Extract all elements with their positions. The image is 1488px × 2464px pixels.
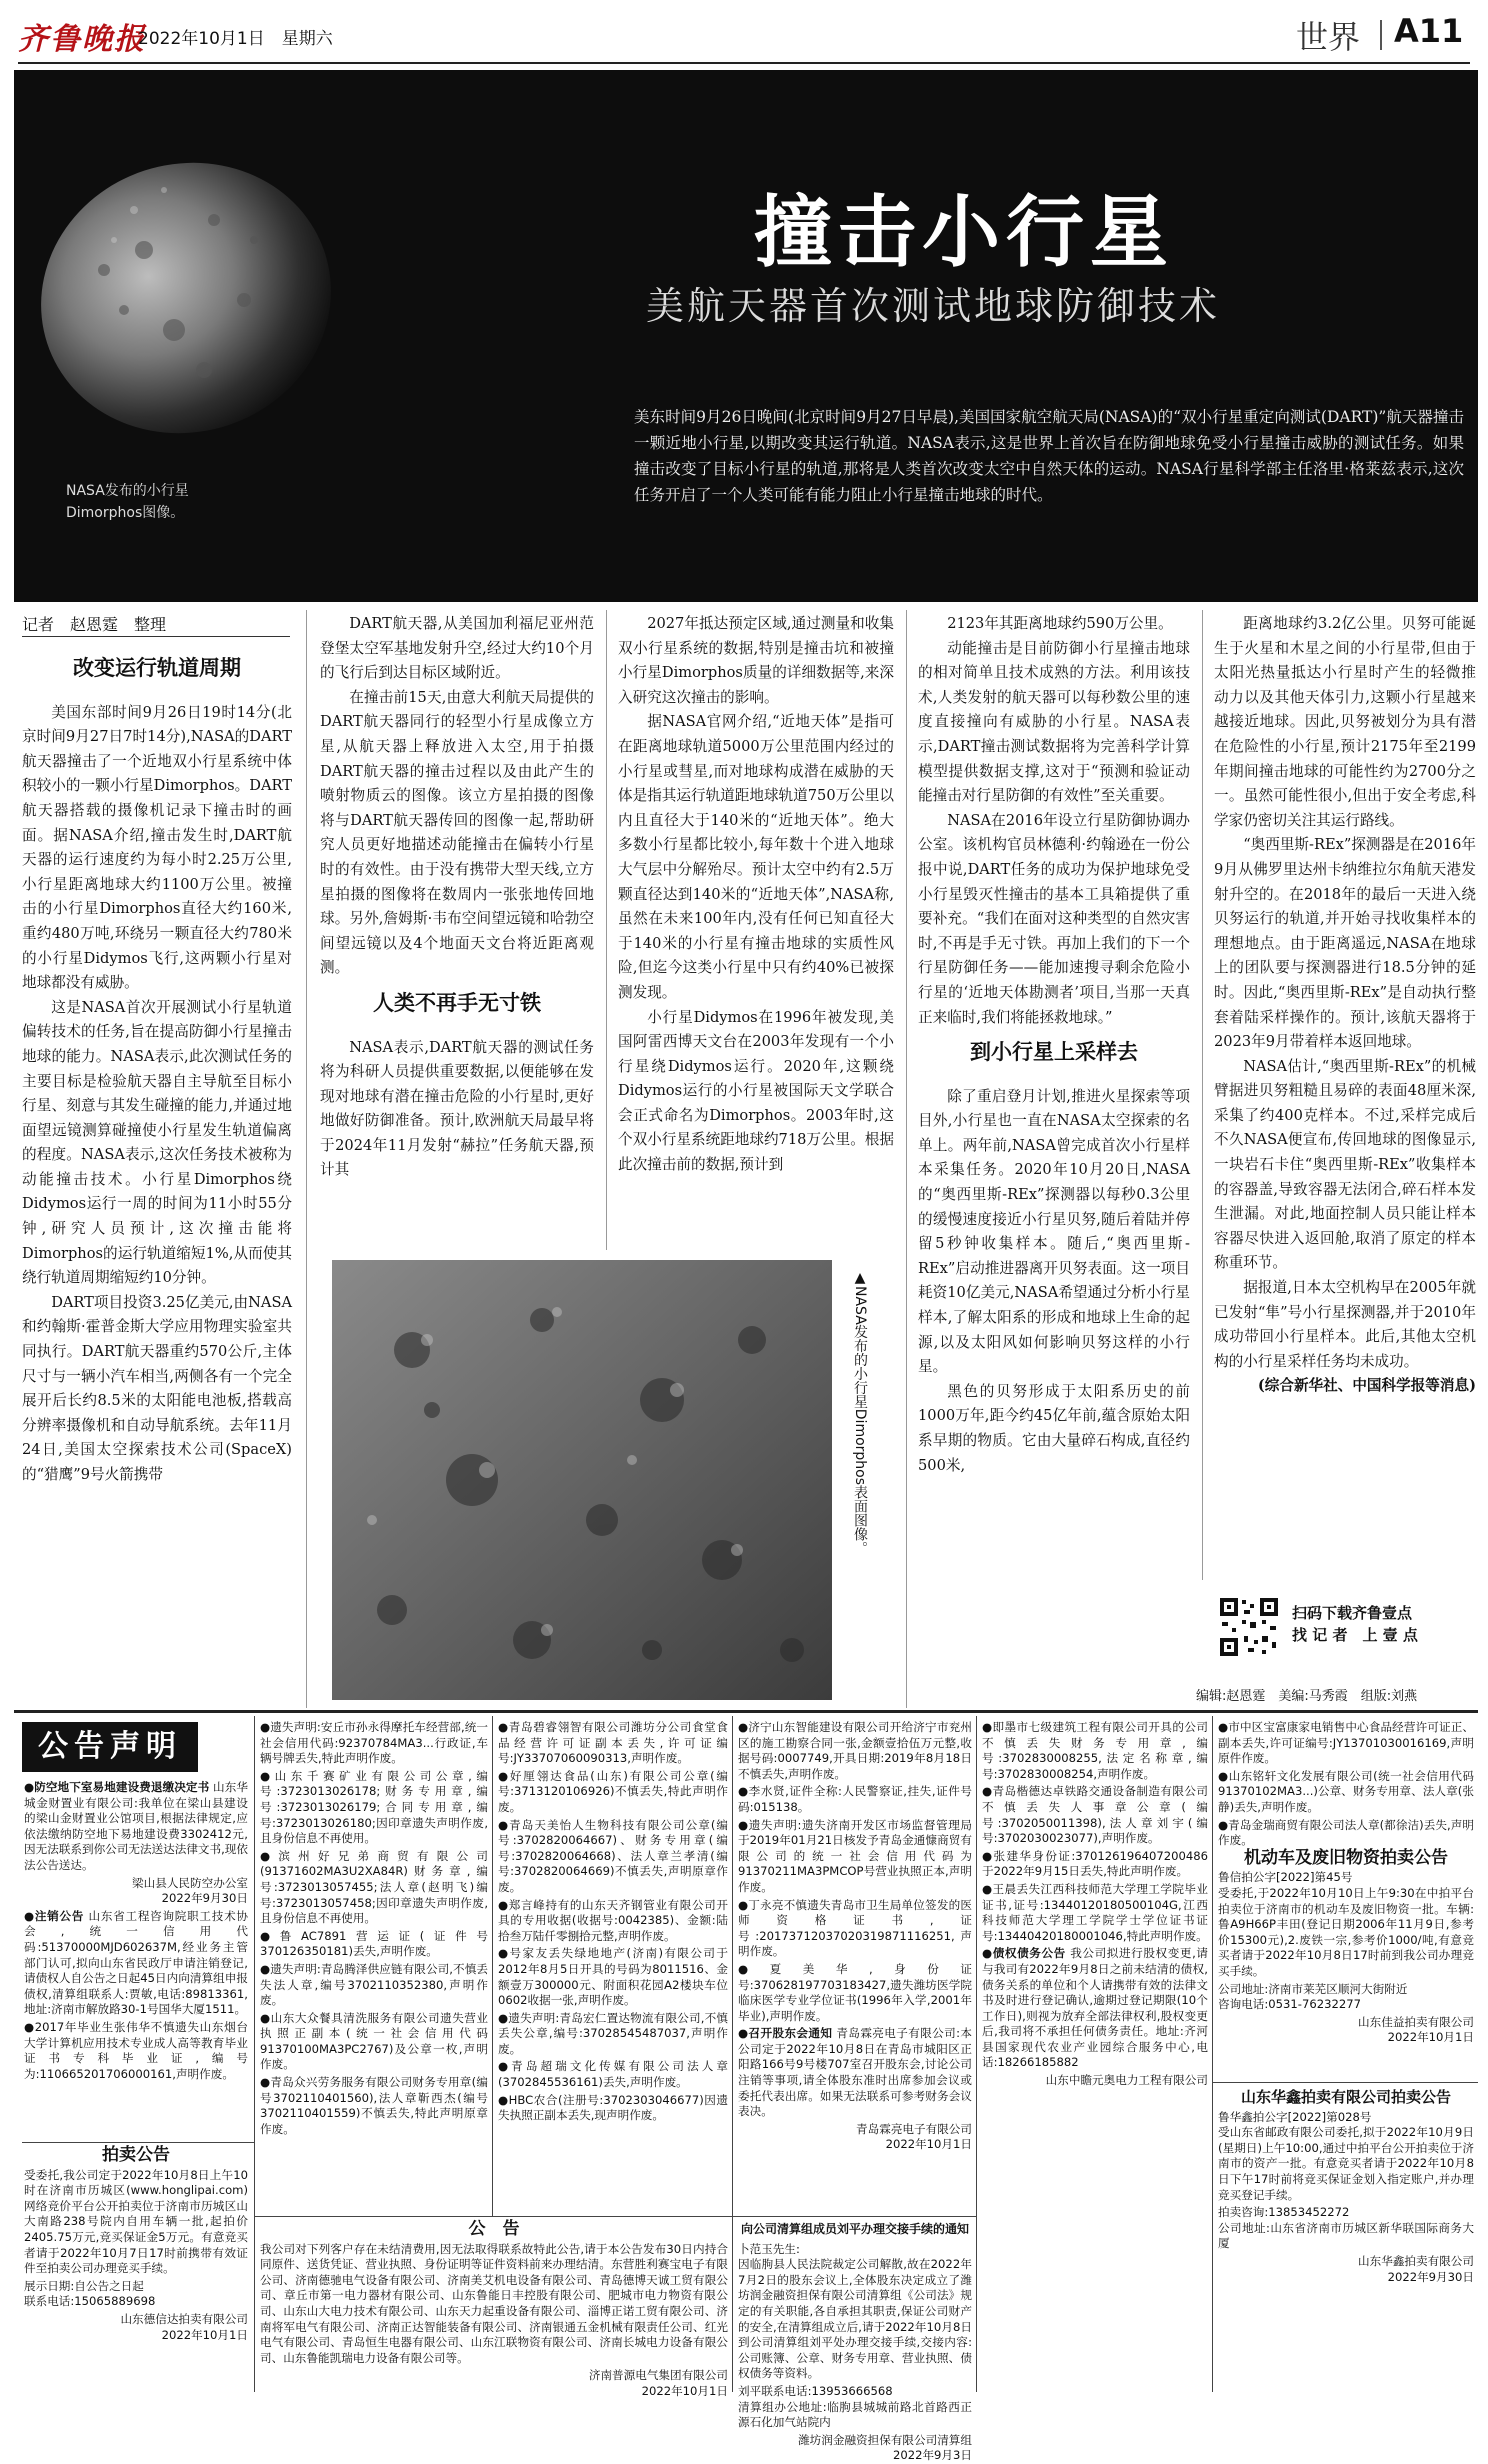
column-divider: [306, 610, 307, 1708]
notice-divider: [732, 2216, 733, 2392]
paragraph: 2123年其距离地球约590万公里。: [947, 615, 1173, 632]
paragraph: 黑色的贝努形成于太阳系历史的前1000万年,距今约45亿年前,蕴含原始太阳系早期的物质。它由大量碎石构成,直径约500米,: [918, 1382, 1190, 1474]
notice-contact: 拍卖咨询:13853452272 公司地址:山东省济南市历城区新华联国际商务大厦: [1218, 2205, 1474, 2251]
notice-item: ●山东大众餐具清洗服务有限公司遗失营业执照正副本(统一社会信用代码91370100MA3PC2767)及公章一枚,声明作废。: [260, 2010, 488, 2072]
qr-line: 找 记 者 上 壹 点: [1292, 1626, 1418, 1644]
notice-signature: 梁山县人民防空办公室 2022年9月30日: [132, 1875, 248, 1906]
notice-heading: 向公司清算组成员刘平办理交接手续的通知: [740, 2222, 969, 2236]
notice-column: [1218, 1720, 1474, 2078]
notice-body: 安丘市孙永得摩托车经营部,统一社会信用代码:92370784MA3...行政证,车辆号牌丢失,特此声明作废。: [260, 1720, 488, 1766]
notice-body: 受委托,我公司定于2022年10月8日上午10时在济南市历城区(www.honglipai.com)网络竞价平台公开拍卖位于济南市历城区山大南路238号院内自用车辆一批,起拍价2405.75万元,竞买保证金5万元。有意竞买者请于2022年10月7日17时前携带有效证件至拍卖公司办理竞买手续。: [24, 2167, 248, 2276]
notice-column: [982, 1720, 1208, 2212]
notice-item: [24, 1780, 248, 1874]
auction-notice: [1218, 2088, 1474, 2390]
notice-column: [498, 1720, 728, 2212]
notice-item: [498, 2011, 728, 2058]
notice-signature: 山东中瞻元奥电力工程有限公司: [1045, 2073, 1208, 2088]
notice-divider: [254, 1716, 255, 2392]
notice-item: [24, 1909, 248, 2018]
notice-divider: [1212, 2082, 1478, 2083]
notice-item: ●夏美华,身份证号:370628197703183427,遗失潍坊医学院临床医学专业学位证书(1996年入学,2001年毕业),声明作废。: [738, 1961, 972, 2023]
notice-divider: [1212, 1716, 1213, 2392]
column-divider: [906, 610, 907, 1708]
qr-line: 扫码下载齐鲁壹点: [1292, 1604, 1413, 1622]
handover-notice: [738, 2220, 972, 2463]
section-heading: 到小行星上采样去: [970, 1040, 1138, 1065]
notice-signature: 青岛霖亮电子有限公司 2022年10月1日: [856, 2121, 972, 2152]
hero-subtitle: 美航天器首次测试地球防御技术: [646, 284, 1221, 328]
notice-title: ●遗失声明:: [260, 1961, 321, 1976]
notice-title: ●遗失声明:: [260, 1720, 321, 1734]
notice-item: ●青岛超瑞文化传媒有限公司法人章(3702845536161)丢失,声明作废。: [498, 2059, 728, 2090]
notice-contact: 刘平联系电话:13953666568 清算组办公地址:临朐县城城前路北首路西正源石化加气站院内: [738, 2383, 972, 2430]
notice-item: ●青岛金瑞商贸有限公司法人章(都徐洁)丢失,声明作废。: [1218, 1817, 1474, 1848]
notice-contact: 公司地址:济南市莱芜区顺河大街附近 咨询电话:0531-76232277: [1218, 1981, 1408, 2012]
notice-signature: 潍坊润金融资担保有限公司清算组 2022年9月3日: [798, 2432, 972, 2463]
notice-divider: [254, 2216, 976, 2217]
notice-item: ●张建华身份证:370126196407200486于2022年9月15日丢失,特此声明作废。: [982, 1848, 1208, 1879]
notice-column: [260, 1720, 488, 2212]
article-column-2: [320, 612, 594, 1252]
notice-body: 鲁信拍公字[2022]第45号 受委托,于2022年10月10日上午9:30在中拍平台拍卖位于济南市的机动车及废旧物资一批。车辆:鲁A9H66P丰田(登记日期2006年11月9日,参考价15300元),2.废铁一宗,参考价1000/吨,有意竞买者请于2022年10月8日17时前到我公司办理竞买手续。: [1218, 1870, 1474, 1978]
notice-item: [260, 1720, 488, 1767]
notice-body: 青岛霖亮电子有限公司:本公司定于2022年10月8日在青岛市城阳区正阳路166号9号楼707室召开股东会,讨论公司注销等事项,请全体股东准时出席参加会议或委托代表出席。如果无法联系可参考财务会议表决。: [738, 2026, 972, 2119]
photo-caption: ▲NASA发布的小行星Dimorphos表面图像。: [852, 1270, 868, 1556]
notices-banner: 公告声明: [22, 1722, 198, 1772]
paragraph: NASA表示,DART航天器的测试任务将为科研人员提供重要数据,以便能够在发现对地球有潜在撞击危险的小行星时,更好地做好防御准备。预计,欧洲航天局最早将于2024年11月发射“赫拉”任务航天器,预计其: [320, 1038, 594, 1179]
notice-title: ●遗失声明:: [498, 2010, 560, 2025]
notice-item: ●李水贤,证件全称:人民警察证,挂失,证件号码:015138。: [738, 1784, 972, 1814]
notice-item: [982, 1946, 1208, 2071]
notice-body: 卜范玉先生: 因临朐县人民法院裁定公司解散,故在2022年7月2日的股东会议上,全体股东决定成立了潍坊润金融资担保有限公司清算组《公司法》规定的有关职能,各自承担其职责,保证公司财产的安全,在清算组成立后,请于2022年10月8日到公司清算组刘平处办理交接手续,交接内容:公司账簿、公章、财务专用章、营业执照、债权债务等资料。: [738, 2241, 972, 2381]
paragraph: 据NASA官网介绍,“近地天体”是指可在距离地球轨道5000万公里范围内经过的小行星或彗星,而对地球构成潜在威胁的天体是指其运行轨道距地球轨道750万公里以内且直径大于140米的“近地天体”。绝大多数小行星都比较小,每年数十个进入地球大气层中分解殆尽。预计太空中约有2.5万颗直径达到140米的“近地天体”,NASA称,虽然在未来100年内,没有任何已知直径大于140米的小行星有撞击地球的实质性风险,但迄今这类小行星中只有约40%已被探测发现。: [618, 713, 894, 1001]
paragraph: “奥西里斯-REx”探测器是在2016年9月从佛罗里达州卡纳维拉尔角航天港发射升空的。在2018年的最后一天进入绕贝努运行的轨道,并开始寻找收集样本的理想地点。由于距离遥远,NASA在地球上的团队要与探测器进行18.5分钟的延时。因此,“奥西里斯-REx”是自动执行整套着陆采样操作的。预计,该航天器将于2023年9月带着样本返回地球。: [1214, 836, 1476, 1051]
notice-divider: [976, 1716, 977, 2392]
notice-divider: [22, 2142, 254, 2143]
paragraph: NASA估计,“奥西里斯-REx”的机械臂据进贝努粗糙且易碎的表面48厘米深,采集了约400克样本。不过,采样完成后不久NASA便宣布,传回地球的图像显示,一块岩石卡住“奥西里斯-REx”收集样本的容器盖,导致容器无法闭合,碎石样本发生泄漏。对此,地面控制人员只能让样本容器尽快进入返回舱,取消了原定的样本称重环节。: [1214, 1057, 1476, 1272]
paragraph: 距离地球约3.2亿公里。贝努可能诞生于火星和木星之间的小行星带,但由于太阳光热量抵达小行星时产生的轻微推动力以及其他天体引力,这颗小行星越来越接近地球。因此,贝努被划分为具有潜在危险性的小行星,预计2175年至2199年期间撞击地球的可能性约为2700分之一。虽然可能性很小,但出于安全考虑,科学家仍密切关注其运行路线。: [1214, 615, 1476, 829]
paragraph: 据报道,日本太空机构早在2005年就已发射“隼”号小行星探测器,并于2010年成功带回小行星样本。此后,其他太空机构的小行星采样任务均未成功。: [1214, 1279, 1476, 1370]
notice-item: ●HBC农合(注册号:3702303046677)因遗失执照正副本丢失,现声明作废。: [498, 2092, 728, 2123]
notice-signature: 山东德信达拍卖有限公司 2022年10月1日: [120, 2311, 248, 2342]
auction-notice: [24, 2146, 248, 2390]
issue-date: 2022年10月1日 星期六: [138, 29, 333, 49]
notice-item: ●山东铭轩文化发展有限公司(统一社会信用代码91370102MA3...)公章、财务专用章、法人章(张静)丢失,声明作废。: [1218, 1768, 1474, 1814]
byline: 记者 赵恩霆 整理: [22, 615, 167, 634]
notice-body: 鲁华鑫拍公字[2022]第028号 受山东省邮政有限公司委托,拟于2022年10月9日(星期日)上午10:00,通过中拍平台公开拍卖位于济南市的资产一批。有意竞买者请于2022年10月8日下午17时前将竞买保证金划入指定账户,并办理竞买登记手续。: [1218, 2109, 1474, 2202]
notice-divider: [732, 1716, 733, 2216]
header-rule: [18, 62, 1470, 64]
notice-item: ●2017年毕业生张伟华不慎遗失山东烟台大学计算机应用技术专业成人高等教育毕业证书专科毕业证,编号为:110665201706000161,声明作废。: [24, 2019, 248, 2081]
notice-item: ●济宁山东智能建设有限公司开给济宁市兖州区的施工勘察合同一张,金额壹拾伍万元整,收据号码:0007749,开具日期:2019年8月18日不慎丢失,声明作废。: [738, 1720, 972, 1781]
notice-body: 我公司对下列客户存在未结清费用,因无法取得联系故特此公告,请于本公告发布30日内持合同原件、送货凭证、营业执照、身份证明等证件资料前来办理结清。东营胜利赛宝电子有限公司、济南德驰电气设备有限公司、济南美艾机电设备有限公司、青岛德博天诚工贸有限公司、章丘市第一电力器材有限公司、山东鲁能日丰控股有限公司、肥城市电力物资有限公司、山东山大电力技术有限公司、山东天力起重设备有限公司、淄博正诺工贸有限公司、济南将军电气有限公司、济南正达智能装备有限公司、济南银通五金机械有限责任公司、红光电气有限公司、青岛恒生电器有限公司、山东江联物资有限公司、济南长城电力设备有限公司、山东鲁能凯瑞电力设备有限公司等。: [260, 2241, 728, 2365]
paragraph: 在撞击前15天,由意大利航天局提供的DART航天器同行的轻型小行星成像立方星,从航天器上释放进入太空,用于拍摄DART航天器的撞击过程以及由此产生的喷射物质云的图像。该立方星拍摄的图像将与DART航天器传回的图像一起,帮助研究人员更好地描述动能撞击在偏转小行星时的有效性。由于没有携带大型天线,立方星拍摄的图像将在数周内一张张地传回地球。另外,詹姆斯·韦布空间望远镜和哈勃空间望远镜以及4个地面天文台将近距离观测。: [320, 688, 594, 977]
notice-title: ●遗失声明:: [738, 1817, 802, 1832]
paragraph: 除了重启登月计划,推进火星探索等项目外,小行星也一直在NASA太空探索的名单上。两年前,NASA曾完成首次小行星样本采集任务。2020年10月20日,NASA的“奥西里斯-REx”探测器以每秒0.3公里的缓慢速度接近小行星贝努,随后着陆并停留5秒钟收集样本。随后,“奥西里斯-REx”启动推进器离开贝努表面。这一项目耗资10亿美元,NASA希望通过分析小行星样本,了解太阳系的形成和地球上生命的起源,以及太阳风如何影响贝努这样的小行星。: [918, 1087, 1190, 1376]
notice-item: ●郑言峰持有的山东天齐钢管业有限公司开具的专用收据(收据号:0042385)、金额:陆拾叁万陆仟零捌拾元整,声明作废。: [498, 1897, 728, 1943]
asteroid-image: [14, 70, 1478, 602]
notice-heading: 拍卖公告: [102, 2145, 170, 2165]
article-column-5: [1214, 612, 1476, 1584]
notice-item: ●王晨丢失江西科技师范大学理工学院毕业证书,证号:13440120180500104G,江西科技师范大学理工学院学士学位证书证号:13440420180001046,特此声明作废。: [982, 1881, 1208, 1943]
paragraph: 动能撞击是目前防御小行星撞击地球的相对简单且技术成熟的方法。利用该技术,人类发射的航天器可以每秒数公里的速度直接撞向有威胁的小行星。NASA表示,DART撞击测试数据将为完善科学计算模型提供数据支撑,这对于“预测和验证动能撞击对行星防御的有效性”至关重要。: [918, 639, 1190, 805]
notice-body: 青岛腾泽供应链有限公司,不慎丢失法人章,编号3702110352380,声明作废。: [260, 1961, 488, 2008]
masthead: [0, 0, 1488, 68]
notice-body: 山东省工程咨询院职工技术协会,统一信用代码:51370000MJD602637M,经业务主管部门认可,拟向山东省民政厅申请注销登记,请债权人自公告之日起45日内向清算组申报债权,清算组联系人:贾敏,电话:89813361,地址:济南市解放路30-1号国华大厦1511。: [24, 1908, 248, 2017]
qr-code-icon[interactable]: [1218, 1596, 1280, 1658]
column-divider: [606, 610, 607, 1250]
notice-item: ●滨州好兄弟商贸有限公司(91371602MA3U2XA84R)财务章,编号:3723013057455;法人章(赵明飞)编号:3723013057458;因印章遗失声明作废,且身份信息不再使用。: [260, 1848, 488, 1926]
notice-item: [738, 1818, 972, 1896]
asteroid-surface-photo: [332, 1260, 832, 1700]
editor-credits: 编辑:赵恩霆 美编:马秀霞 组版:刘燕: [1196, 1689, 1418, 1704]
header-separator: [1380, 20, 1382, 50]
article-column-4: [918, 612, 1190, 1708]
article-column-3: [618, 612, 894, 1252]
notice-item: [260, 1962, 488, 2009]
notice-divider: [492, 1716, 493, 2216]
source-note: (综合新华社、中国科学报等消息): [1257, 1377, 1476, 1395]
notice-heading: 机动车及废旧物资拍卖公告: [1244, 1847, 1448, 1868]
paragraph: 美国东部时间9月26日19时14分(北京时间9月27日7时14分),NASA的DART航天器撞击了一个近地双小行星系统中体积较小的一颗小行星Dimorphos。DART航天器搭载的摄像机记录下撞击时的画面。据NASA介绍,撞击发生时,DART航天器的运行速度约为每小时2.25万公里,小行星距离地球大约1100万公里。被撞击的小行星Dimorphos直径大约160米,重约480万吨,环绕另一颗直径大约780米的小行星Didymos飞行,这两颗小行星对地球都没有威胁。: [22, 703, 292, 992]
notice-item: ●山东千赛矿业有限公司公章,编号:3723013026178;财务专用章,编号:3723013026179;合同专用章,编号:3723013026180;因印章遗失声明作废,且身份信息不再使用。: [260, 1768, 488, 1846]
section-name: 世界: [1296, 18, 1361, 56]
paragraph: NASA在2016年设立行星防御协调办公室。该机构官员林德利·约翰逊在一份公报中说,DART任务的成功为保护地球免受小行星毁灭性撞击的基本工具箱提供了重要补充。“我们在面对这种类型的自然灾害时,不再是手无寸铁。再加上我们的下一个行星防御任务——能加速搜寻剩余危险小行星的‘近地天体勘测者’项目,当那一天真正来临时,我们将能拯救地球。”: [918, 811, 1190, 1026]
notice-title: ●召开股东会通知: [738, 2026, 833, 2041]
notice-heading: 公 告: [468, 2219, 520, 2239]
notice-item: ●青岛天美怡人生物科技有限公司公章(编号:3702820064667)、财务专用章(编号:3702820064668)、法人章兰孝清(编号:3702820064669)不慎丢失,声明原章作废。: [498, 1817, 728, 1894]
hero-title: 撞击小行星: [754, 187, 1175, 278]
notice-item: [738, 2026, 972, 2120]
notice-item: ●即墨市七级建筑工程有限公司开具的公司不慎丢失财务专用章,编号:3702830008255,法定名称章,编号:3702830008254,声明作废。: [982, 1720, 1208, 1781]
notice-item: ●青岛楷德达卓铁路交通设备制造有限公司不慎丢失人事章公章(编号:3702050011398),法人章刘宇(编号:3702030023077),声明作废。: [982, 1784, 1208, 1846]
notice-item: ●市中区宝富康家电销售中心食品经营许可证正、副本丢失,许可证编号:JY13701030016169,声明原件作废。: [1218, 1720, 1474, 1766]
article-column-1: [22, 646, 292, 1710]
notice-title: ●防空地下室易地建设费退缴决定书: [24, 1780, 210, 1794]
notice-signature: 济南普源电气集团有限公司 2022年10月1日: [588, 2368, 728, 2398]
paragraph: 小行星Didymos在1996年被发现,美国阿雷西博天文台在2003年发现有一个小行星绕Didymos运行。2020年,这颗绕Didymos运行的小行星被国际天文学联合会正式命名为Dimorphos。2003年时,这个双小行星系统距地球约718万公里。根据此次撞击前的数据,预计到: [618, 1008, 894, 1174]
notice-title: ●债权债务公告: [982, 1946, 1066, 1961]
notice-body: 青岛宏仁置达物流有限公司,不慎丢失公章,编号:37028545487037,声明作废。: [498, 2010, 728, 2056]
byline-rule: [22, 636, 290, 637]
notice-column: [24, 1780, 248, 2138]
notice-item: ●青岛碧睿翎智有限公司潍坊分公司食堂食品经营许可证副本丢失,许可证编号:JY33707060090313,声明作废。: [498, 1720, 728, 1766]
notice-item: ●鲁AC7891营运证(证件号370126350181)丢失,声明作废。: [260, 1928, 488, 1959]
notice-item: ●号家友丢失绿地地产(济南)有限公司于2012年8月5日开具的号码为8011516、金额壹万300000元、附面积花园A2楼块车位0602收据一张,声明作废。: [498, 1946, 728, 2008]
paragraph: 这是NASA首次开展测试小行星轨道偏转技术的任务,旨在提高防御小行星撞击地球的能力。NASA表示,此次测试任务的主要目标是检验航天器自主导航至目标小行星、刻意与其发生碰撞的能力,并通过地面望远镜测算碰撞使小行星发生轨道偏离的程度。NASA表示,这次任务技术被称为动能撞击技术。小行星Dimorphos绕Didymos运行一周的时间为11小时55分钟,研究人员预计,这次撞击能将Dimorphos的运行轨道缩短1%,从而使其绕行轨道周期缩短约10分钟。: [22, 998, 292, 1287]
hero-lead-paragraph: 美东时间9月26日晚间(北京时间9月27日早晨),美国国家航空航天局(NASA)的“双小行星重定向测试(DART)”航天器撞击一颗近地小行星,以期改变其运行轨道。NASA表示,这是世界上首次旨在防御地球免受小行星撞击威胁的测试任务。如果撞击改变了目标小行星的轨道,那将是人类首次改变太空中自然天体的运动。NASA行星科学部主任洛里·格莱兹表示,这次任务开启了一个人类可能有能力阻止小行星撞击地球的时代。: [634, 408, 1464, 504]
page-number: A11: [1394, 12, 1464, 50]
paragraph: DART项目投资3.25亿美元,由NASA和约翰斯·霍普金斯大学应用物理实验室共同执行。DART航天器重约570公斤,主体尺寸与一辆小汽车相当,两侧各有一个完全展开后长约8.5米的太阳能电池板,搭载高分辨率摄像机和自动导航系统。去年11月24日,美国太空探索技术公司(SpaceX)的“猎鹰”9号火箭携带: [22, 1293, 292, 1483]
section-heading: 改变运行轨道周期: [73, 656, 241, 680]
notice-heading: 山东华鑫拍卖有限公司拍卖公告: [1240, 2088, 1451, 2106]
column-divider: [1202, 610, 1203, 1580]
section-heading: 人类不再手无寸铁: [373, 990, 541, 1015]
notice-signature: 山东华鑫拍卖有限公司 2022年9月30日: [1358, 2253, 1474, 2284]
notice-column: [738, 1720, 972, 2212]
paragraph: DART航天器,从美国加利福尼亚州范登堡太空军基地发射升空,经过大约10个月的飞行后到达目标区域附近。: [320, 615, 594, 682]
qr-prompt: [1292, 1602, 1418, 1646]
asteroid-surface-image: [332, 1260, 832, 1700]
notice-body: 我公司拟进行股权变更,请与我司有2022年9月8日之前未结清的债权,债务关系的单位和个人请携带有效的法律文书及时进行登记确认,逾期过登记期限(10个工作日),则视为放弃全部法律权利,股权变更后,我司将不承担任何债务责任。地址:齐河县国家现代农业产业园综合服务中心,电话:18266185882: [982, 1946, 1209, 2070]
notice-contact: 展示日期:自公告之日起 联系电话:15065889698: [24, 2278, 156, 2309]
notice-body: 遗失济南开发区市场监督管理局于2019年01月21日核发予青岛金通慷商贸有限公司的统一社会信用代码为91370211MA3PMCOP号营业执照正本,声明作废。: [738, 1817, 972, 1894]
notice-body: 山东华城金财置业有限公司:我单位在梁山县建设的梁山金财置业公馆项目,根据法律规定,应依法缴纳防空地下易地建设费3302412元,因无法联系到你公司无法送达法律文书,现依法公告送达。: [24, 1780, 248, 1872]
notice-item: ●青岛众兴劳务服务有限公司财务专用章(编号3702110401560),法人章靳西杰(编号3702110401559)不慎丢失,特此声明原章作废。: [260, 2075, 488, 2136]
hero-banner: [14, 70, 1478, 602]
paragraph: 2027年抵达预定区域,通过测量和收集双小行星系统的数据,特别是撞击坑和被撞小行星Dimorphos质量的详细数据等,来深入研究这次撞击的影响。: [618, 615, 894, 706]
notice-signature: 山东佳益拍卖有限公司 2022年10月1日: [1358, 2014, 1474, 2045]
notice-item: ●丁永亮不慎遗失青岛市卫生局单位签发的医师资格证书,证号:20173712037020319871116251,声明作废。: [738, 1897, 972, 1959]
newspaper-logo: 齐鲁晚报: [18, 22, 146, 57]
notice-title: ●注销公告: [24, 1908, 85, 1923]
hero-caption: NASA发布的小行星Dimorphos图像。: [66, 483, 189, 521]
notice-item: ●好厘翎达食品(山东)有限公司公章(编号:3713120106926)不慎丢失,特此声明作废。: [498, 1768, 728, 1814]
section-rule: [14, 1710, 1478, 1713]
public-notice: [260, 2219, 728, 2398]
